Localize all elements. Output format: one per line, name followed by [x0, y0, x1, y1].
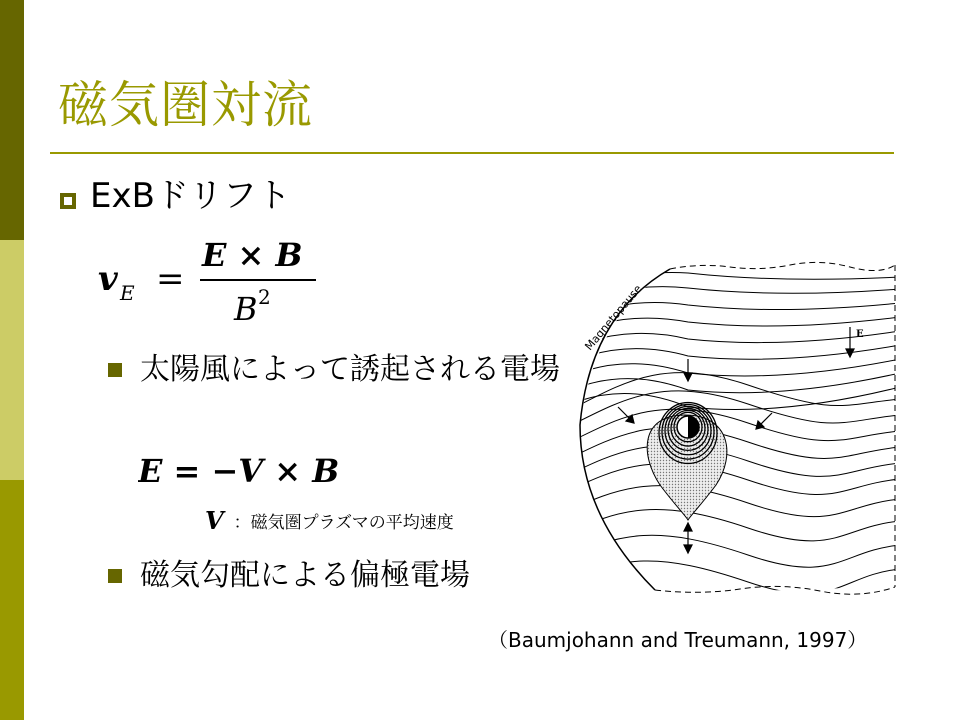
title-divider: [50, 152, 894, 154]
dashed-boundary-bottom: [655, 586, 895, 594]
dashed-boundary-top: [670, 262, 895, 270]
level1-text: ExBドリフト: [90, 176, 291, 216]
streamline: [560, 273, 900, 299]
citation: （Baumjohann and Treumann, 1997）: [488, 628, 868, 652]
side-band-bottom: [0, 480, 24, 720]
streamline: [560, 409, 900, 447]
level1-bullet: [60, 178, 291, 215]
filled-square-bullet-icon: [108, 569, 122, 583]
formula-e-text: E = −V × B: [138, 452, 340, 490]
bullet-text: 太陽風によって誘起される電場: [140, 352, 560, 387]
formula-numerator: E × B: [202, 236, 303, 274]
side-band-middle: [0, 240, 24, 480]
formula-denominator: B: [234, 290, 258, 328]
streamline: [560, 535, 900, 567]
electric-field-formula: [138, 446, 398, 496]
convection-diagram: [560, 255, 900, 600]
bullet-text: 磁気勾配による偏極電場: [140, 558, 470, 593]
formula-subscript-e: E: [120, 281, 135, 305]
hollow-square-bullet-icon: [60, 193, 76, 209]
formula-v: v: [98, 259, 118, 299]
formula-exponent: 2: [258, 285, 271, 309]
drift-velocity-formula: [98, 232, 328, 332]
v-definition: [205, 506, 454, 535]
streamline: [560, 391, 900, 431]
bullet-polarization: [108, 556, 568, 596]
v-colon: ：: [233, 513, 251, 533]
streamline: [560, 561, 900, 594]
filled-square-bullet-icon: [108, 363, 122, 377]
side-band-top: [0, 0, 24, 240]
streamline: [560, 510, 900, 541]
bullet-solar-wind: [108, 350, 568, 390]
label-e: E: [856, 329, 864, 340]
formula-equals: =: [156, 259, 185, 299]
streamline: [560, 359, 900, 381]
v-symbol: V: [205, 506, 224, 535]
streamline: [560, 427, 900, 463]
streamline: [560, 373, 900, 395]
v-description: 磁気圏プラズマの平均速度: [250, 513, 454, 533]
label-magnetopause: Magnetopause: [582, 282, 645, 353]
slide-title: 磁気圏対流: [58, 76, 313, 134]
streamline: [560, 464, 900, 495]
